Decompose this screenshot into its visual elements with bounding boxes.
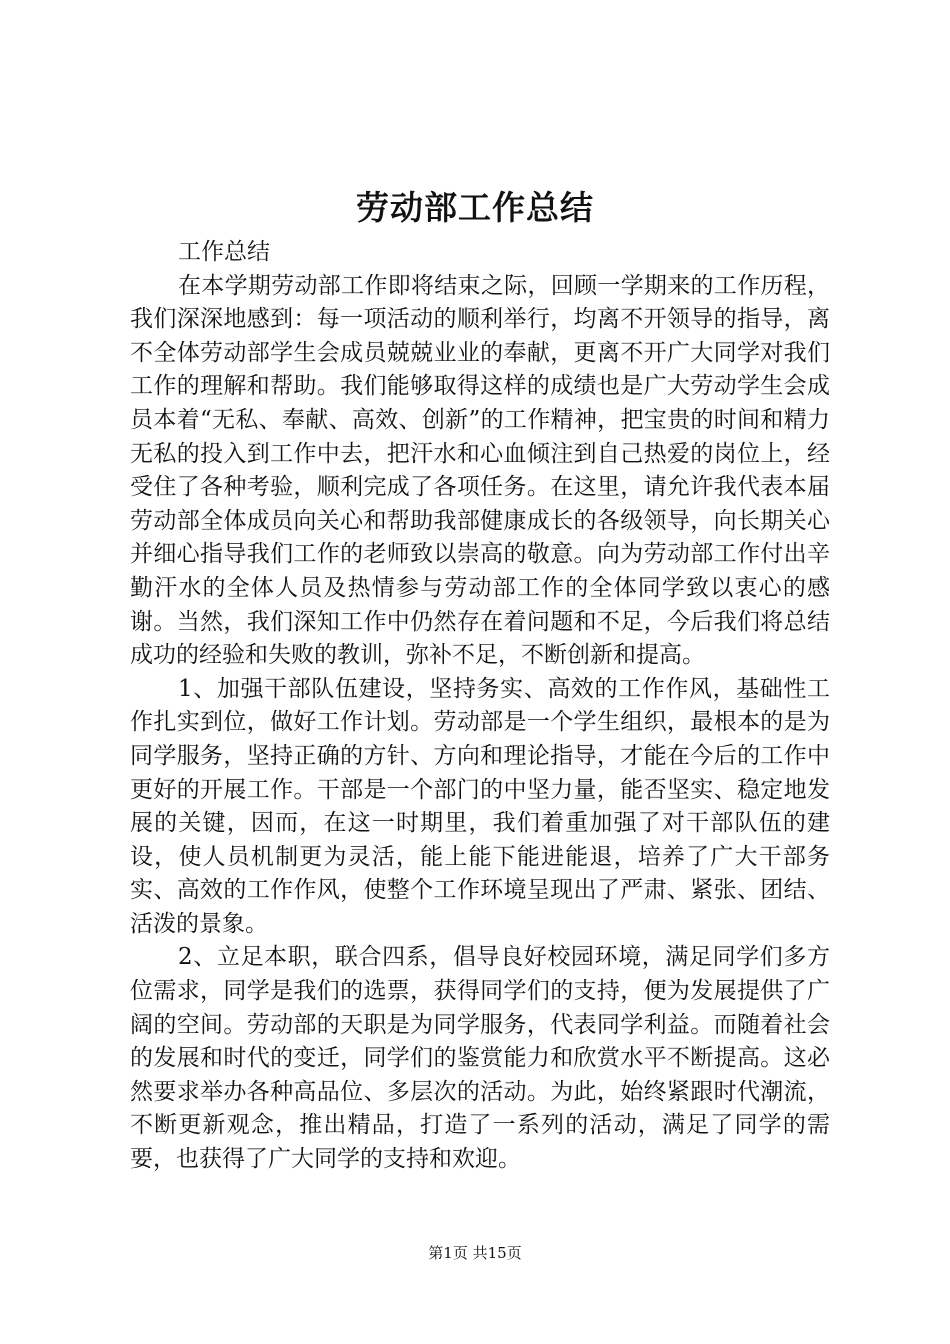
page-footer: 第1页 共15页 xyxy=(428,1244,522,1262)
paragraph-item-1: 1、加强干部队伍建设，坚持务实、高效的工作作风，基础性工作扎实到位，做好工作计划。劳动部是一个学生组织，最根本的是为同学服务，坚持正确的方针、方向和理论指导，才能在今后的工作中更好的开展工作。干部是一个部门的中坚力量，能否坚实、稳定地发展的关键，因而，在这一时期里，我们着重加强了对干部队伍的建设，使人员机制更为灵活，能上能下能进能退，培养了广大干部务实、高效的工作作风，使整个工作环境呈现出了严肃、紧张、团结、活泼的景象。 xyxy=(130,675,830,937)
document-title: 劳动部工作总结 xyxy=(356,188,594,227)
document-body xyxy=(130,236,830,1177)
paragraph-intro: 在本学期劳动部工作即将结束之际，回顾一学期来的工作历程，我们深深地感到：每一项活动的顺利举行，均离不开领导的指导，离不全体劳动部学生会成员兢兢业业的奉献，更离不开广大同学对我们工作的理解和帮助。我们能够取得这样的成绩也是广大劳动学生会成员本着“无私、奉献、高效、创新”的工作精神，把宝贵的时间和精力无私的投入到工作中去，把汗水和心血倾注到自己热爱的岗位上，经受住了各种考验，顺利完成了各项任务。在这里，请允许我代表本届劳动部全体成员向关心和帮助我部健康成长的各级领导，向长期关心并细心指导我们工作的老师致以崇高的敬意。向为劳动部工作付出辛勤汗水的全体人员及热情参与劳动部工作的全体同学致以衷心的感谢。当然，我们深知工作中仍然存在着问题和不足，今后我们将总结成功的经验和失败的教训，弥补不足，不断创新和提高。 xyxy=(130,272,830,669)
paragraph-item-2: 2、立足本职，联合四系，倡导良好校园环境，满足同学们多方位需求，同学是我们的选票，获得同学们的支持，便为发展提供了广阔的空间。劳动部的天职是为同学服务，代表同学利益。而随着社会的发展和时代的变迁，同学们的鉴赏能力和欣赏水平不断提高。这必然要求举办各种高品位、多层次的活动。为此，始终紧跟时代潮流，不断更新观念，推出精品，打造了一系列的活动，满足了同学的需要，也获得了广大同学的支持和欢迎。 xyxy=(130,944,830,1173)
section-heading: 工作总结 xyxy=(178,239,270,265)
